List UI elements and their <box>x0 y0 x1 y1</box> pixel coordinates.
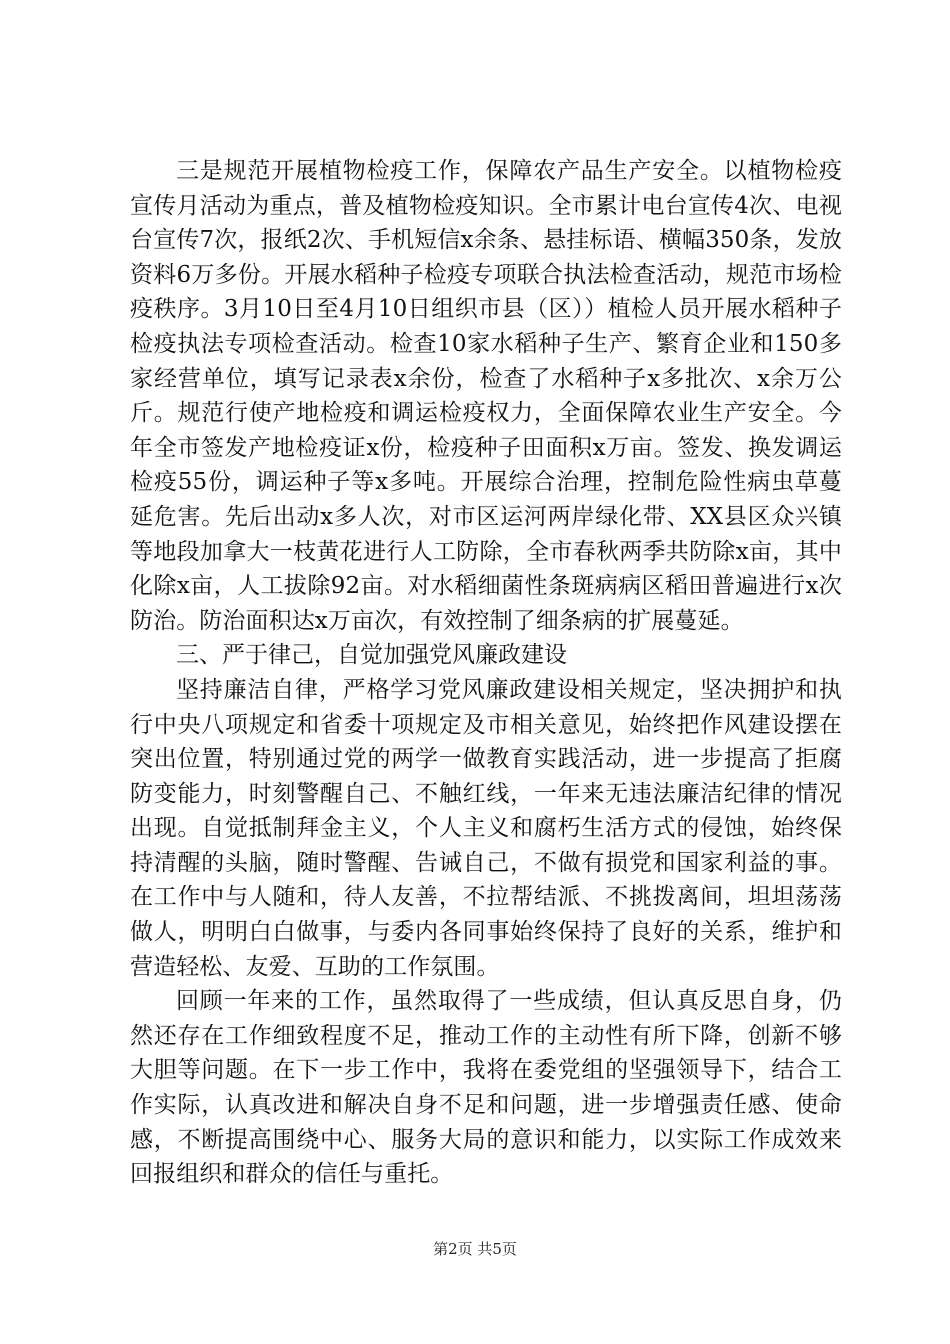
paragraph-review-summary: 回顾一年来的工作，虽然取得了一些成绩，但认真反思自身，仍然还存在工作细致程度不足，推动工作的主动性有所下降，创新不够大胆等问题。在下一步工作中，我将在委党组的坚强领导下，结合工作实际，认真改进和解决自身不足和问题，进一步增强责任感、使命感，不断提高围绕中心、服务大局的意识和能力，以实际工作成效来回报组织和群众的信任与重托。 <box>130 988 842 1188</box>
section-heading-self-discipline: 三、严于律己，自觉加强党风廉政建设 <box>176 642 567 669</box>
document-body <box>130 154 842 1192</box>
paragraph-plant-quarantine: 三是规范开展植物检疫工作，保障农产品生产安全。以植物检疫宣传月活动为重点，普及植物检疫知识。全市累计电台宣传4次、电视台宣传7次，报纸2次、手机短信x余条、悬挂标语、横幅350条，发放资料6万多份。开展水稻种子检疫专项联合执法检查活动，规范市场检疫秩序。3月10日至4月10日组织市县（区））植检人员开展水稻种子检疫执法专项检查活动。检查10家水稻种子生产、繁育企业和150多家经营单位，填写记录表x余份，检查了水稻种子x多批次、x余万公斤。规范行使产地检疫和调运检疫权力，全面保障农业生产安全。今年全市签发产地检疫证x份，检疫种子田面积x万亩。签发、换发调运检疫55份，调运种子等x多吨。开展综合治理，控制危险性病虫草蔓延危害。先后出动x多人次，对市区运河两岸绿化带、XX县区众兴镇等地段加拿大一枝黄花进行人工防除，全市春秋两季共防除x亩，其中化除x亩，人工拔除92亩。对水稻细菌性条斑病病区稻田普遍进行x次防治。防治面积达x万亩次，有效控制了细条病的扩展蔓延。 <box>130 158 842 634</box>
paragraph-integrity: 坚持廉洁自律，严格学习党风廉政建设相关规定，坚决拥护和执行中央八项规定和省委十项规定及市相关意见，始终把作风建设摆在突出位置，特别通过党的两学一做教育实践活动，进一步提高了拒腐防变能力，时刻警醒自己、不触红线，一年来无违法廉洁纪律的情况出现。自觉抵制拜金主义，个人主义和腐朽生活方式的侵蚀，始终保持清醒的头脑，随时警醒、告诫自己，不做有损党和国家利益的事。在工作中与人随和，待人友善，不拉帮结派、不挑拨离间，坦坦荡荡做人，明明白白做事，与委内各同事始终保持了良好的关系，维护和营造轻松、友爱、互助的工作氛围。 <box>130 676 842 980</box>
page-number-footer: 第2页 共5页 <box>433 1240 517 1258</box>
